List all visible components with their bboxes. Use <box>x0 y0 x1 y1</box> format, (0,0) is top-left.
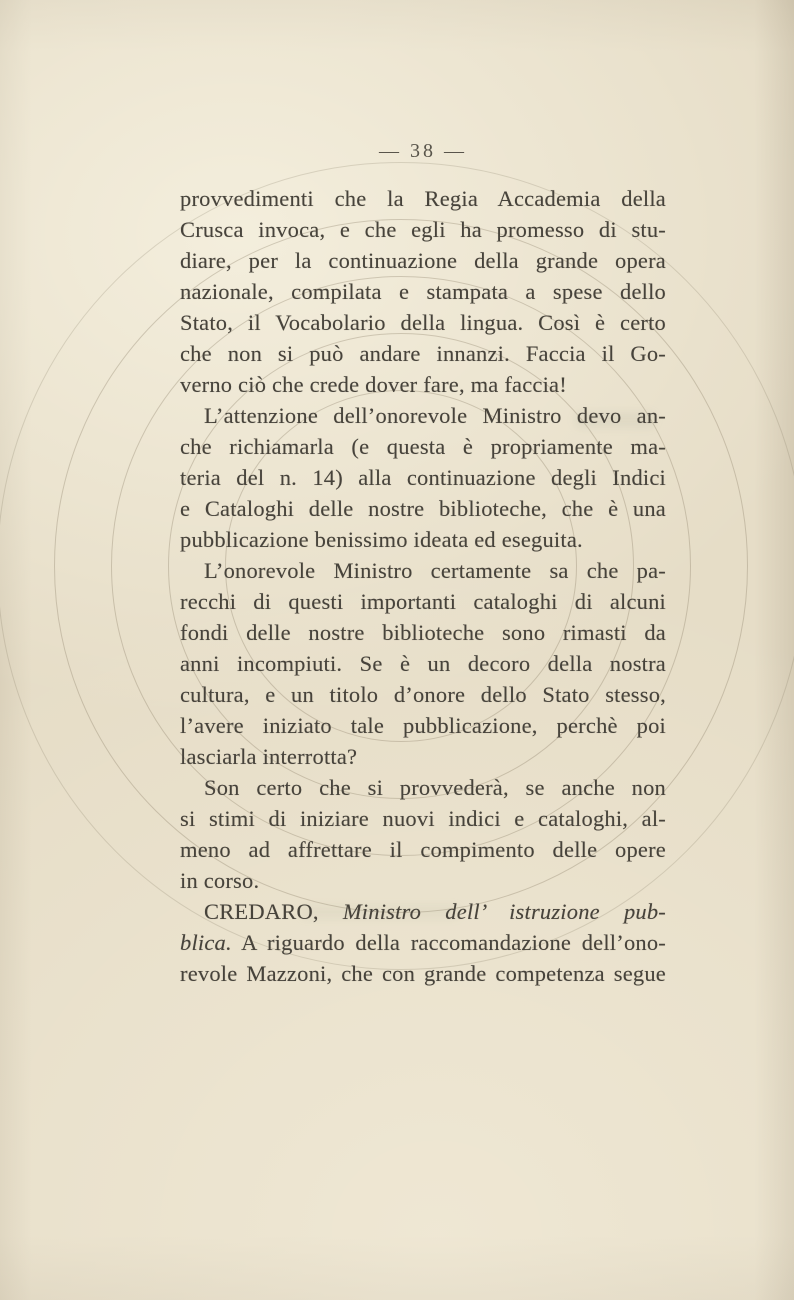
text-line <box>180 493 666 524</box>
text-line <box>180 927 666 958</box>
text-line <box>180 245 666 276</box>
text-line <box>180 772 666 803</box>
text-segment: diare, per la continuazione della grande opera <box>180 248 666 273</box>
text-segment: revole Mazzoni, che con grande competenza segue <box>180 961 666 986</box>
text-line <box>180 865 666 896</box>
text-segment: CREDARO, <box>204 899 343 924</box>
text-line <box>180 400 666 431</box>
text-line <box>180 710 666 741</box>
text-line <box>180 648 666 679</box>
text-line <box>180 896 666 927</box>
text-segment: Crusca invoca, e che egli ha promesso di stu- <box>180 217 666 242</box>
text-block <box>180 183 666 989</box>
paragraph <box>180 400 666 555</box>
text-segment: l’avere iniziato tale pubblicazione, perchè poi <box>180 713 666 738</box>
text-line <box>180 741 666 772</box>
text-segment: che non si può andare innanzi. Faccia il Go- <box>180 341 666 366</box>
text-segment: teria del n. 14) alla continuazione degli Indici <box>180 465 666 490</box>
text-line <box>180 617 666 648</box>
text-line <box>180 555 666 586</box>
paragraph <box>180 896 666 989</box>
italic-text-segment: blica. <box>180 930 232 955</box>
text-segment: lasciarla interrotta? <box>180 744 358 769</box>
text-segment: L’attenzione dell’onorevole Ministro devo an- <box>204 403 666 428</box>
text-segment: anni incompiuti. Se è un decoro della nostra <box>180 651 666 676</box>
text-line <box>180 431 666 462</box>
text-segment: pubblicazione benissimo ideata ed eseguita. <box>180 527 583 552</box>
text-line <box>180 679 666 710</box>
paragraph <box>180 772 666 896</box>
text-segment: verno ciò che crede dover fare, ma faccia! <box>180 372 567 397</box>
text-line <box>180 369 666 400</box>
text-line <box>180 834 666 865</box>
text-segment: si stimi di iniziare nuovi indici e cataloghi, al- <box>180 806 666 831</box>
text-segment: L’onorevole Ministro certamente sa che pa- <box>204 558 666 583</box>
text-segment: Son certo che si provvederà, se anche non <box>204 775 666 800</box>
text-segment: nazionale, compilata e stampata a spese dello <box>180 279 666 304</box>
text-line <box>180 214 666 245</box>
text-line <box>180 803 666 834</box>
paragraph <box>180 183 666 400</box>
paragraph <box>180 555 666 772</box>
text-line <box>180 338 666 369</box>
text-line <box>180 958 666 989</box>
text-segment: A riguardo della raccomandazione dell’ono- <box>231 930 666 955</box>
page-number: — 38 — <box>379 140 467 162</box>
text-line <box>180 524 666 555</box>
text-segment: recchi di questi importanti cataloghi di alcuni <box>180 589 666 614</box>
text-line <box>180 183 666 214</box>
text-line <box>180 586 666 617</box>
text-segment: provvedimenti che la Regia Accademia della <box>180 186 666 211</box>
text-segment: fondi delle nostre biblioteche sono rimasti da <box>180 620 666 645</box>
italic-text-segment: Ministro dell’ istruzione pub- <box>342 899 667 924</box>
text-segment: cultura, e un titolo d’onore dello Stato stesso, <box>180 682 666 707</box>
text-segment: Stato, il Vocabolario della lingua. Così è certo <box>180 310 666 335</box>
text-segment: meno ad affrettare il compimento delle opere <box>180 837 666 862</box>
text-segment: in corso. <box>180 868 260 893</box>
text-line <box>180 276 666 307</box>
text-line <box>180 307 666 338</box>
text-segment: e Cataloghi delle nostre biblioteche, che è una <box>180 496 666 521</box>
text-segment: che richiamarla (e questa è propriamente ma- <box>180 434 666 459</box>
text-line <box>180 462 666 493</box>
